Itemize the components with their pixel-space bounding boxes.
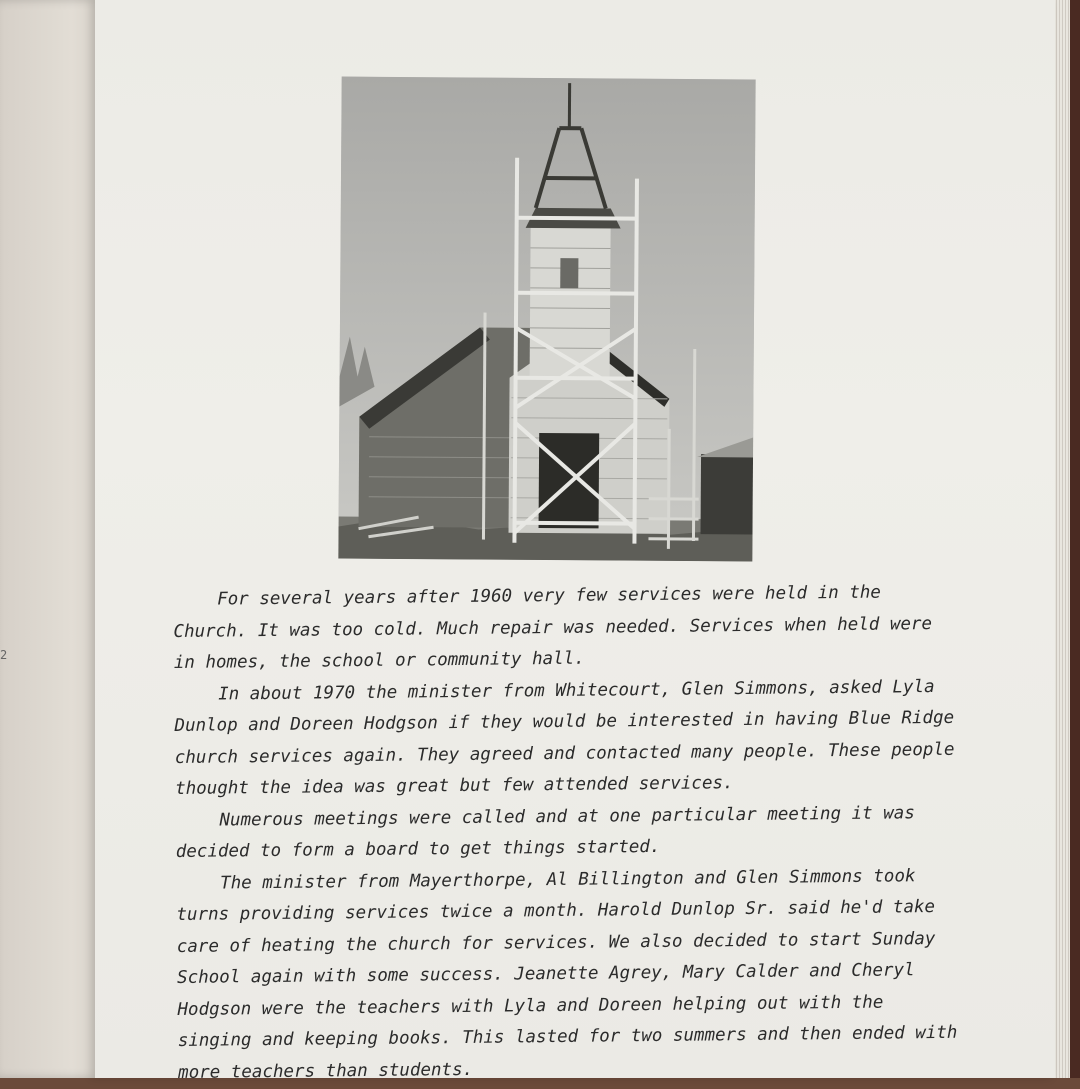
paragraph-2: In about 1970 the minister from Whitecourt, Glen Simmons, asked Lyla Dunlop and Doreen Hodgson if they would be interested in having Blue Ridge church services again. They agreed and contacted many people. These people thought the idea was great but few attended services. [174, 671, 955, 805]
paragraph-4: The minister from Mayerthorpe, Al Billington and Glen Simmons took turns providing services twice a month. Harold Dunlop Sr. said he'd take care of heating the church for services. We also decided to start Sunday School again with some success. Jeanette Agrey, Mary Calder and Cheryl Hodgson were the teachers with Lyla and Doreen helping out with the singing and keeping books. This lasted for two summers and then ended with more teachers than students. [176, 860, 958, 1089]
paragraph-3: Numerous meetings were called and at one particular meeting it was decided to form a board to get things started. [175, 797, 956, 868]
left-page-number-fragment: 2 [0, 648, 7, 662]
right-page [95, 0, 1055, 1078]
page-edges [1054, 0, 1070, 1078]
page-body-text [173, 577, 958, 1089]
paragraph-1: For several years after 1960 very few services were held in the Church. It was too cold. Much repair was needed. Services when held were in homes, the school or community hall. [173, 577, 954, 680]
church-under-construction-icon [338, 77, 755, 562]
church-photo [338, 77, 755, 562]
